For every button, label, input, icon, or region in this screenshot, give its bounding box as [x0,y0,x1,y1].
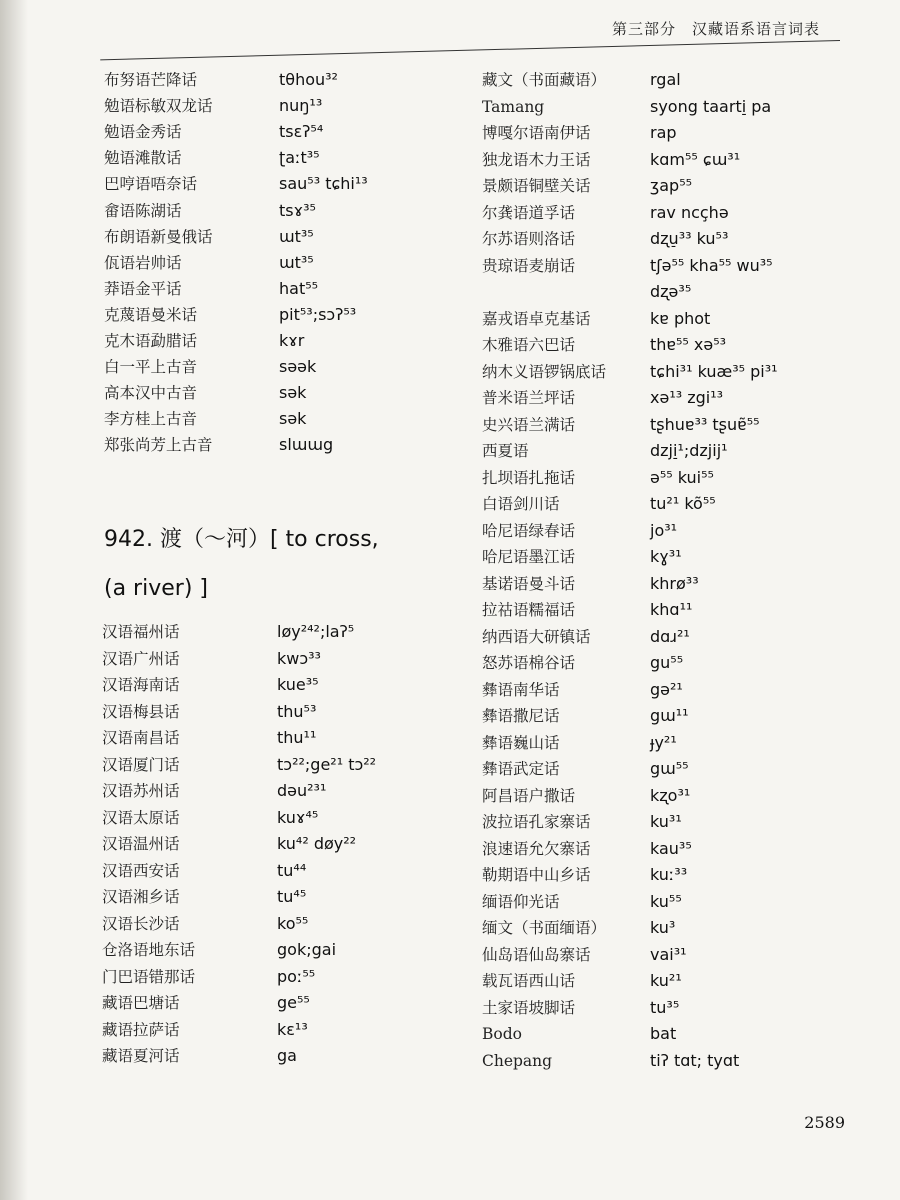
word-entry [102,646,462,672]
word-form: løy²⁴²;laʔ⁵ [277,622,355,641]
word-form: ɯt³⁵ [279,226,314,246]
language-name: 普米语兰坪话 [482,389,576,407]
word-entry [482,465,842,491]
language-name: 汉语苏州话 [102,782,180,800]
word-form: gɯ⁵⁵ [650,759,689,778]
language-name: 木雅语六巴话 [482,336,576,354]
language-name: 李方桂上古音 [104,410,198,429]
page-gutter-shadow [0,0,28,1200]
word-entry [102,937,462,963]
language-name: 门巴语错那话 [102,967,196,986]
language-name: 白语剑川话 [482,495,560,513]
word-entry [482,412,842,438]
language-name: 彝语武定话 [482,760,560,778]
word-entry [482,571,842,597]
word-entry [102,858,462,884]
language-name: 土家语坡脚话 [482,998,576,1017]
language-name: 尔龚语道孚话 [482,203,576,222]
word-form: ge⁵⁵ [277,993,310,1012]
word-entry [104,276,464,302]
word-entry [102,1043,462,1069]
page-number: 2589 [804,1113,845,1132]
word-form: pit⁵³;sɔʔ⁵³ [279,304,357,324]
word-form: tu³⁵ [650,997,680,1017]
word-entry [482,67,842,93]
word-entry [102,964,462,990]
language-name: 缅文（书面缅语） [482,919,607,937]
word-form: tɔ²²;ge²¹ tɔ²² [277,754,377,774]
word-entry [482,306,842,332]
running-header: 第三部分 汉藏语系语言词表 [611,20,820,38]
language-name: 藏语巴塘话 [102,994,180,1012]
word-form: tu⁴⁴ [277,860,307,880]
word-form: khɑ¹¹ [650,600,693,619]
language-name: 汉语海南话 [102,676,180,694]
language-name: 哈尼语墨江话 [482,548,576,566]
language-name: 汉语梅县话 [102,702,180,721]
language-name: 尔苏语则洛话 [482,230,576,248]
language-name: 郑张尚芳上古音 [104,436,213,455]
word-entry [104,432,464,458]
language-name: 哈尼语绿春话 [482,521,576,540]
word-entry [104,171,464,197]
word-form: kuɤ⁴⁵ [277,807,319,827]
language-name: 汉语长沙话 [102,914,180,933]
word-form: tʂhuɐ³³ tʂuɐ̃⁵⁵ [650,414,760,434]
word-form: ku³¹ [650,812,682,831]
word-entry [104,93,464,119]
word-entry [104,406,464,432]
word-entry [104,328,464,354]
word-form: ku³ [650,918,676,937]
language-name: 白一平上古音 [104,358,198,377]
word-form: səək [279,357,317,377]
language-name: 独龙语木力王话 [482,150,591,169]
word-entry [482,332,842,358]
language-name: 畲语陈湖话 [104,201,182,220]
word-entry [102,831,462,857]
language-name: 布努语芒降话 [104,71,198,89]
word-entry [482,544,842,570]
word-form: tiʔ tɑt; tyɑt [650,1050,740,1070]
language-name: 汉语太原话 [102,808,180,827]
word-entry [482,253,842,279]
word-form: vai³¹ [650,944,687,964]
word-form: ku⁵⁵ [650,891,682,911]
word-form: tsɛʔ⁵⁴ [279,122,324,142]
word-entry [482,94,842,120]
word-entry [482,173,842,199]
word-entry [102,884,462,910]
language-name: 景颇语铜壁关话 [482,177,591,195]
word-form: poː⁵⁵ [277,966,316,986]
language-name: 贵琼语麦崩话 [482,256,576,275]
word-entry [482,597,842,623]
word-form: ɟy²¹ [650,732,677,752]
word-form: ku⁴² døy²² [277,834,357,853]
language-name: 浪速语允欠寨话 [482,839,591,858]
word-form: thu¹¹ [277,728,317,747]
language-name: 莽语金平话 [104,279,182,298]
language-name: 克蔑语曼米话 [104,305,198,324]
word-form: kɣ³¹ [650,547,682,566]
word-form: jo³¹ [650,520,678,540]
word-form: rgal [650,70,681,89]
word-form: kɑm⁵⁵ ɕɯ³¹ [650,149,741,169]
word-entry [482,968,842,994]
word-entry [482,915,842,941]
language-name: 汉语厦门话 [102,755,180,774]
language-name: 扎坝语扎拖话 [482,468,576,487]
word-form: sək [279,383,307,403]
word-entry [482,438,842,464]
word-form: kau³⁵ [650,838,692,858]
word-form: tɕhi³¹ kuæ³⁵ pi³¹ [650,361,778,381]
word-form: ʒap⁵⁵ [650,176,693,195]
word-form: gɯ¹¹ [650,706,689,725]
word-form: ga [277,1046,297,1065]
word-entry [104,380,464,406]
word-entry [482,120,842,146]
word-entry [482,147,842,173]
word-form: kwɔ³³ [277,648,321,668]
language-name: 勒期语中山乡话 [482,866,591,884]
word-entry [482,1021,842,1047]
word-form: rav ncçhə [650,202,729,222]
language-name: 汉语广州话 [102,649,180,668]
language-name: 仙岛语仙岛寨话 [482,945,591,964]
word-form: dʐə³⁵ [650,282,692,301]
language-name: 勉语金秀话 [104,123,182,142]
word-entry [104,250,464,276]
word-form: thɐ⁵⁵ xə⁵³ [650,335,727,354]
language-name: 勉语标敏双龙话 [104,97,213,116]
language-name: 嘉戎语卓克基话 [482,309,591,328]
language-name: 载瓦语西山话 [482,972,576,990]
word-entry [482,385,842,411]
word-form: syong taarti̠ pa [650,96,772,116]
word-entry [102,725,462,751]
language-name: 彝语南华话 [482,680,560,699]
word-form: tu⁴⁵ [277,887,307,906]
word-entry [104,224,464,250]
language-name: Chepang [482,1051,553,1070]
language-name: 布朗语新曼俄话 [104,227,213,246]
word-form: kʐo³¹ [650,785,691,805]
word-entry [482,279,842,305]
language-name: 巴哼语唔奈话 [104,175,198,194]
language-name: 拉祜语糯福话 [482,601,576,619]
word-form: gu⁵⁵ [650,653,684,672]
word-entry [482,1048,842,1074]
word-entry [482,650,842,676]
word-entry [482,756,842,782]
word-form: rap [650,123,677,142]
language-name: 彝语撒尼话 [482,707,560,725]
word-form: gə²¹ [650,679,683,699]
word-form: dzji̠¹;dzjij¹ [650,441,728,460]
language-name: 高本汉中古音 [104,384,198,403]
word-entry [482,836,842,862]
word-entry [104,67,464,93]
language-name: 克木语勐腊话 [104,332,198,350]
word-entry [482,730,842,756]
language-name: 仓洛语地东话 [102,941,196,959]
language-name: 怒苏语棉谷话 [482,654,576,672]
word-entry [102,1017,462,1043]
word-form: tu²¹ kõ⁵⁵ [650,494,716,513]
word-entry [102,699,462,725]
word-entry [482,359,842,385]
word-entry [482,200,842,226]
word-entry [482,995,842,1021]
word-entry [482,942,842,968]
language-name: 波拉语孔家寨话 [482,813,591,831]
word-entry [482,889,842,915]
header-rule [100,40,840,60]
language-name: 汉语西安话 [102,861,180,880]
language-name: 纳西语大研镇话 [482,627,591,646]
word-entry [104,302,464,328]
word-form: tθhou³² [279,70,338,89]
word-form: dəu²³¹ [277,781,327,800]
word-form: sau⁵³ tɕhi¹³ [279,174,368,194]
language-name: 藏语拉萨话 [102,1020,180,1039]
word-form: kue³⁵ [277,675,319,694]
word-entry [102,911,462,937]
word-entry [482,518,842,544]
word-form: khrø³³ [650,573,699,593]
language-name: 汉语福州话 [102,623,180,641]
language-name: Bodo [482,1025,522,1043]
word-entry [482,783,842,809]
word-entry [482,809,842,835]
language-name: 博嘎尔语南伊话 [482,124,591,142]
entry-heading-line2: (a river) ] [104,576,208,601]
word-form: tsɤ³⁵ [279,200,316,220]
word-form: tʃə⁵⁵ kha⁵⁵ wu³⁵ [650,255,773,275]
word-form: ko⁵⁵ [277,913,309,933]
language-name: 彝语巍山话 [482,733,560,752]
language-name: 藏语夏河话 [102,1047,180,1065]
word-entry [482,491,842,517]
word-form: hat⁵⁵ [279,278,319,298]
word-form: kɐ phot [650,308,711,328]
language-name: Tamang [482,97,545,116]
language-name: 汉语温州话 [102,835,180,853]
word-entry [482,862,842,888]
word-form: kɤr [279,331,305,350]
word-form: bat [650,1024,677,1043]
word-entry [104,119,464,145]
language-name: 西夏语 [482,442,529,460]
word-entry [102,752,462,778]
entry-heading-line1: 942. 渡（～河）[ to cross, [104,527,379,552]
word-entry [102,778,462,804]
word-form: thu⁵³ [277,701,317,721]
language-name: 汉语湘乡话 [102,888,180,906]
word-form: ɯt³⁵ [279,252,314,272]
language-name: 佤语岩帅话 [104,253,182,272]
word-form: kɛ¹³ [277,1019,308,1039]
word-form: xə¹³ zgi¹³ [650,388,724,407]
language-name: 史兴语兰满话 [482,415,576,434]
language-name: 藏文（书面藏语） [482,71,607,89]
word-entry [102,990,462,1016]
word-form: ə⁵⁵ kui⁵⁵ [650,467,714,487]
language-name: 缅语仰光话 [482,892,560,911]
word-form: sək [279,409,307,429]
word-entry [102,619,462,645]
word-form: slɯɯg [279,435,334,455]
word-entry [102,805,462,831]
word-entry [482,226,842,252]
word-form: ku²¹ [650,971,682,990]
language-name: 基诺语曼斗话 [482,574,576,593]
word-form: dʐu̠³³ ku⁵³ [650,229,729,248]
word-form: ʈaːt³⁵ [279,148,320,168]
word-entry [102,672,462,698]
word-entry [482,624,842,650]
language-name: 阿昌语户撒话 [482,786,576,805]
language-name: 纳木义语锣锅底话 [482,362,607,381]
word-entry [104,198,464,224]
language-name: 汉语南昌话 [102,729,180,747]
word-entry [104,145,464,171]
word-entry [482,703,842,729]
word-entry [104,354,464,380]
word-form: kuː³³ [650,865,688,884]
word-form: dɑɹ²¹ [650,626,690,646]
word-form: nuŋ¹³ [279,96,323,116]
word-form: gok;gai [277,940,337,959]
language-name: 勉语滩散话 [104,149,182,168]
word-entry [482,677,842,703]
